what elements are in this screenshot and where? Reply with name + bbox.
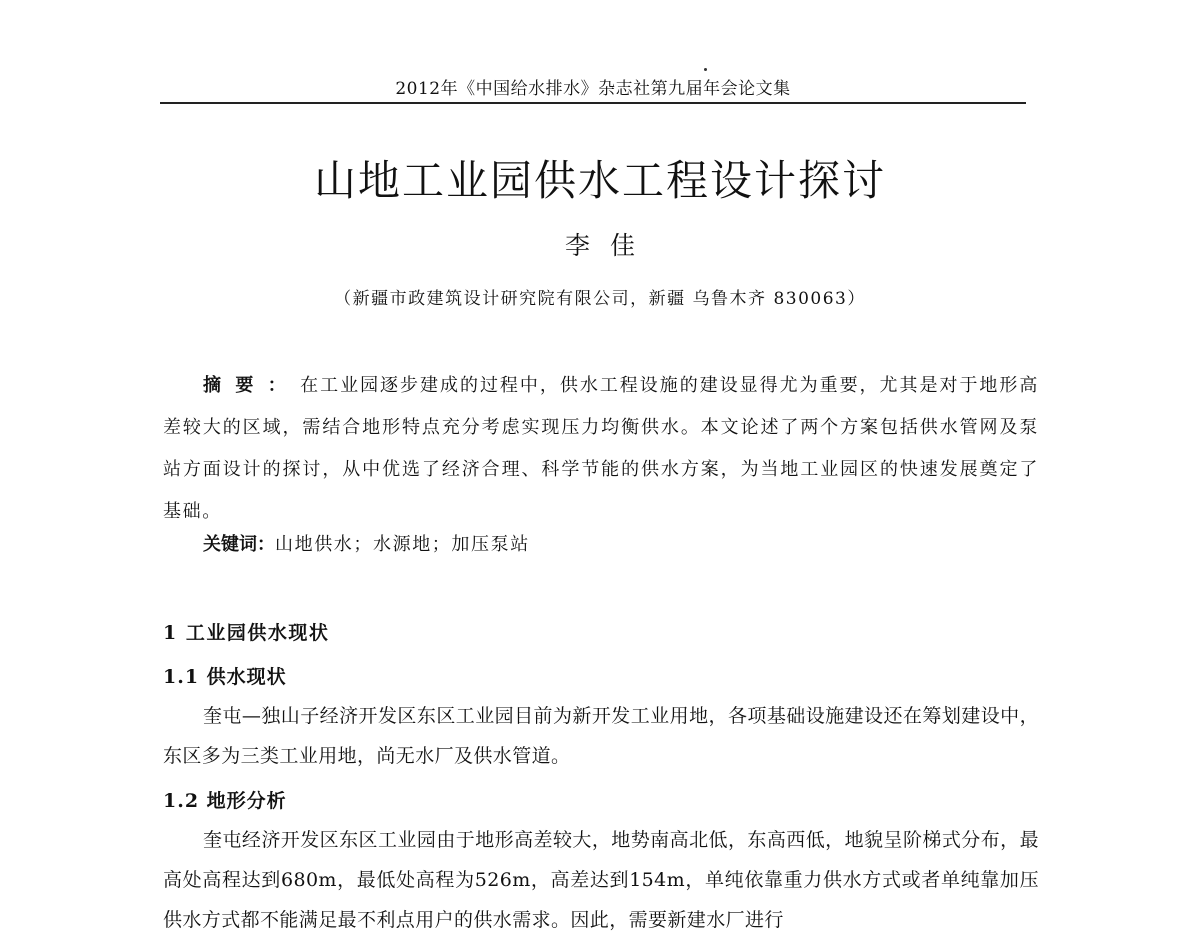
section-1-heading: 1 工业园供水现状 (163, 622, 330, 644)
keywords-label: 关键词： (203, 534, 275, 555)
running-header: 2012年《中国给水排水》杂志社第九届年会论文集 (395, 79, 791, 99)
header-rule (160, 102, 1026, 104)
keywords-text: 山地供水；水源地；加压泵站 (275, 534, 530, 555)
abstract-label: 摘要： (203, 375, 301, 396)
paper-title: 山地工业园供水工程设计探讨 (313, 156, 886, 205)
abstract (163, 365, 1039, 533)
abstract-text: 在工业园逐步建成的过程中，供水工程设施的建设显得尤为重要，尤其是对于地形高差较大的区域，需结合地形特点充分考虑实现压力均衡供水。本文论述了两个方案包括供水管网及泵站方面设计的探讨，从中优选了经济合理、科学节能的供水方案，为当地工业园区的快速发展奠定了基础。 (163, 375, 1039, 522)
author-affiliation: （新疆市政建筑设计研究院有限公司，新疆 乌鲁木齐 830063） (334, 289, 866, 309)
keywords (203, 530, 1039, 560)
section-1-2-paragraph: 奎屯经济开发区东区工业园由于地形高差较大，地势南高北低，东高西低，地貌呈阶梯式分布，最高处高程达到680m，最低处高程为526m，高差达到154m，单纯依靠重力供水方式或者单纯靠加压供水方式都不能满足最不利点用户的供水需求。因此，需要新建水厂进行 (163, 829, 1039, 931)
section-1-1-paragraph: 奎屯—独山子经济开发区东区工业园目前为新开发工业用地，各项基础设施建设还在筹划建设中，东区多为三类工业用地，尚无水厂及供水管道。 (163, 705, 1039, 767)
section-1-2-heading: 1.2 地形分析 (163, 790, 287, 812)
section-1-1-heading: 1.1 供水现状 (163, 666, 287, 688)
scan-artifact-dot (704, 68, 707, 71)
author-name: 李佳 (564, 231, 655, 260)
